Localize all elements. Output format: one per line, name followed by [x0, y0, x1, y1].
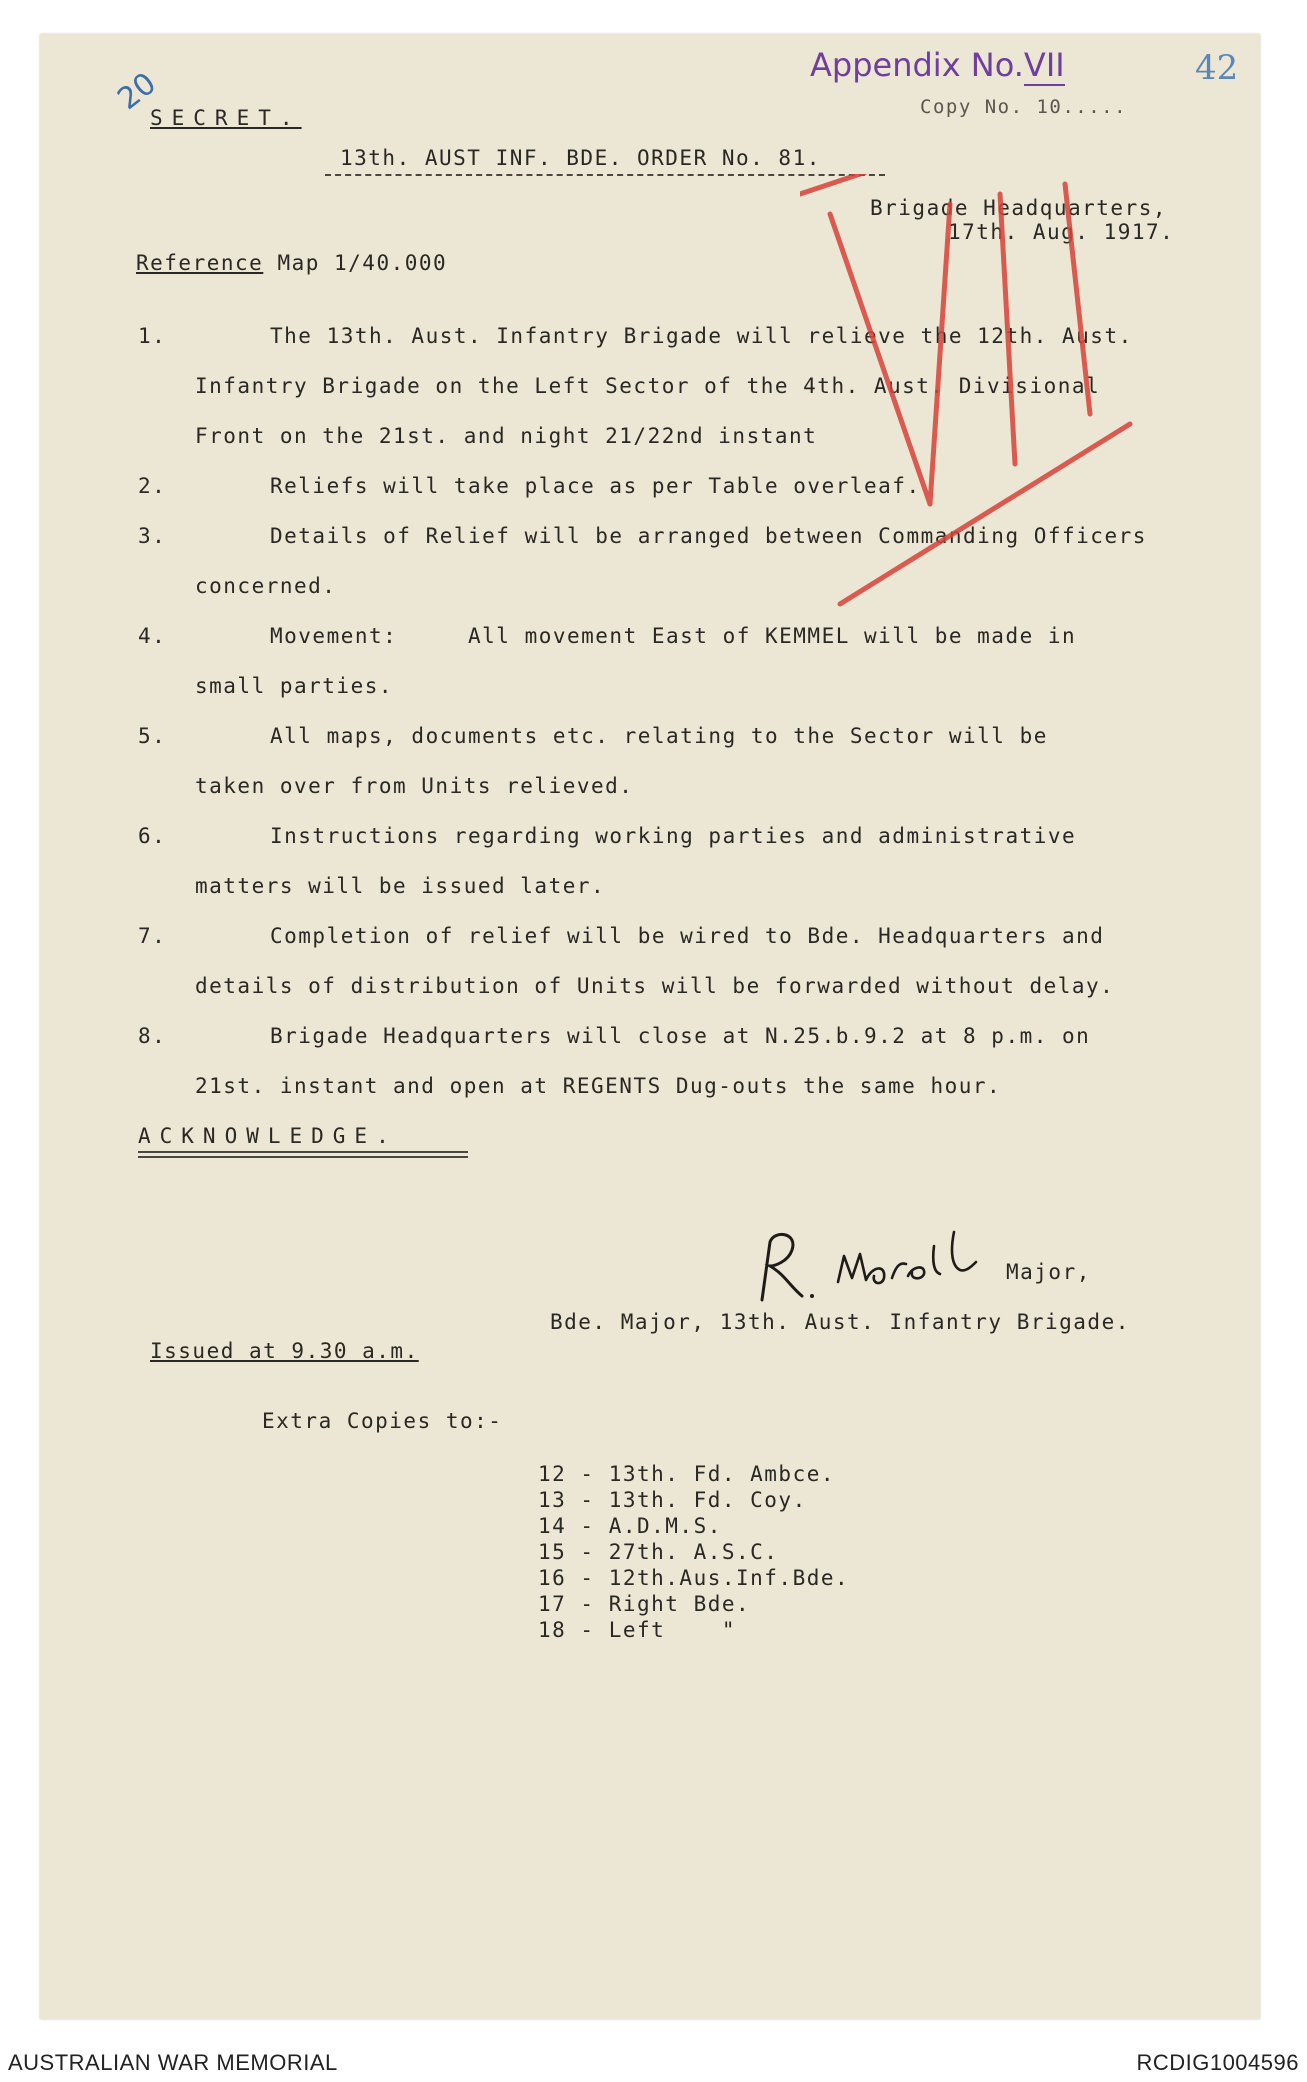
folio-number: 42 [1195, 48, 1239, 88]
pencil-page-number: 20 [111, 65, 163, 118]
para-5-line-1: All maps, documents etc. relating to the Sector will be [270, 724, 1048, 748]
list-item: 15 - 27th. A.S.C. [538, 1540, 779, 1564]
para-7-number: 7. [138, 924, 167, 948]
document-page [40, 34, 1260, 2019]
para-1-number: 1. [138, 324, 167, 348]
order-title: 13th. AUST INF. BDE. ORDER No. 81. [340, 146, 821, 170]
signature-title: Bde. Major, 13th. Aust. Infantry Brigade. [550, 1310, 1130, 1334]
signature-rank: Major, [1006, 1260, 1091, 1284]
para-7-line-1: Completion of relief will be wired to Bde. Headquarters and [270, 924, 1105, 948]
para-7-line-2: details of distribution of Units will be forwarded without delay. [195, 974, 1115, 998]
para-8-number: 8. [138, 1024, 167, 1048]
para-5-line-2: taken over from Units relieved. [195, 774, 634, 798]
issued-time: Issued at 9.30 a.m. [150, 1339, 419, 1363]
para-5-number: 5. [138, 724, 167, 748]
list-item: 12 - 13th. Fd. Ambce. [538, 1462, 836, 1486]
para-1-line-2: Infantry Brigade on the Left Sector of the 4th. Aust. Divisional [195, 374, 1101, 398]
para-2-number: 2. [138, 474, 167, 498]
extra-copies-label: Extra Copies to:- [262, 1409, 503, 1433]
para-6-line-2: matters will be issued later. [195, 874, 606, 898]
handwritten-signature [740, 1222, 1040, 1312]
para-6-line-1: Instructions regarding working parties and administrative [270, 824, 1077, 848]
list-item: 18 - Left " [538, 1618, 737, 1642]
copy-number: Copy No. 10..... [920, 96, 1128, 118]
para-3-number: 3. [138, 524, 167, 548]
list-item: 13 - 13th. Fd. Coy. [538, 1488, 807, 1512]
list-item: 14 - A.D.M.S. [538, 1514, 722, 1538]
para-3-line-2: concerned. [195, 574, 337, 598]
appendix-number: VII [1023, 46, 1065, 84]
order-date: 17th. Aug. 1917. [948, 220, 1175, 244]
para-4-line-1: Movement: All movement East of KEMMEL will be made in [270, 624, 1077, 648]
appendix-stamp [810, 46, 1065, 84]
footer-record-id: RCDIG1004596 [1136, 2050, 1299, 2075]
para-4-line-2: small parties. [195, 674, 394, 698]
para-4-number: 4. [138, 624, 167, 648]
classification: SECRET. [150, 106, 302, 130]
appendix-label: Appendix No. [810, 46, 1024, 84]
para-1-line-3: Front on the 21st. and night 21/22nd instant [195, 424, 818, 448]
hq-line: Brigade Headquarters, [870, 196, 1168, 220]
para-8-line-1: Brigade Headquarters will close at N.25.b.9.2 at 8 p.m. on [270, 1024, 1091, 1048]
para-6-number: 6. [138, 824, 167, 848]
acknowledge-double-rule [138, 1151, 468, 1158]
list-item: 16 - 12th.Aus.Inf.Bde. [538, 1566, 850, 1590]
map-reference: Reference Map 1/40.000 [136, 251, 448, 275]
para-8-line-2: 21st. instant and open at REGENTS Dug-outs the same hour. [195, 1074, 1002, 1098]
acknowledge: ACKNOWLEDGE. [138, 1124, 398, 1148]
para-2-line-1: Reliefs will take place as per Table overleaf. [270, 474, 921, 498]
footer-archive-name: AUSTRALIAN WAR MEMORIAL [8, 2050, 338, 2075]
list-item: 17 - Right Bde. [538, 1592, 751, 1616]
map-reference-text: Map 1/40.000 [277, 251, 448, 275]
para-3-line-1: Details of Relief will be arranged between Commanding Officers [270, 524, 1147, 548]
para-1-line-1: The 13th. Aust. Infantry Brigade will relieve the 12th. Aust. [270, 324, 1133, 348]
red-crayon-vii-mark [800, 174, 1220, 614]
